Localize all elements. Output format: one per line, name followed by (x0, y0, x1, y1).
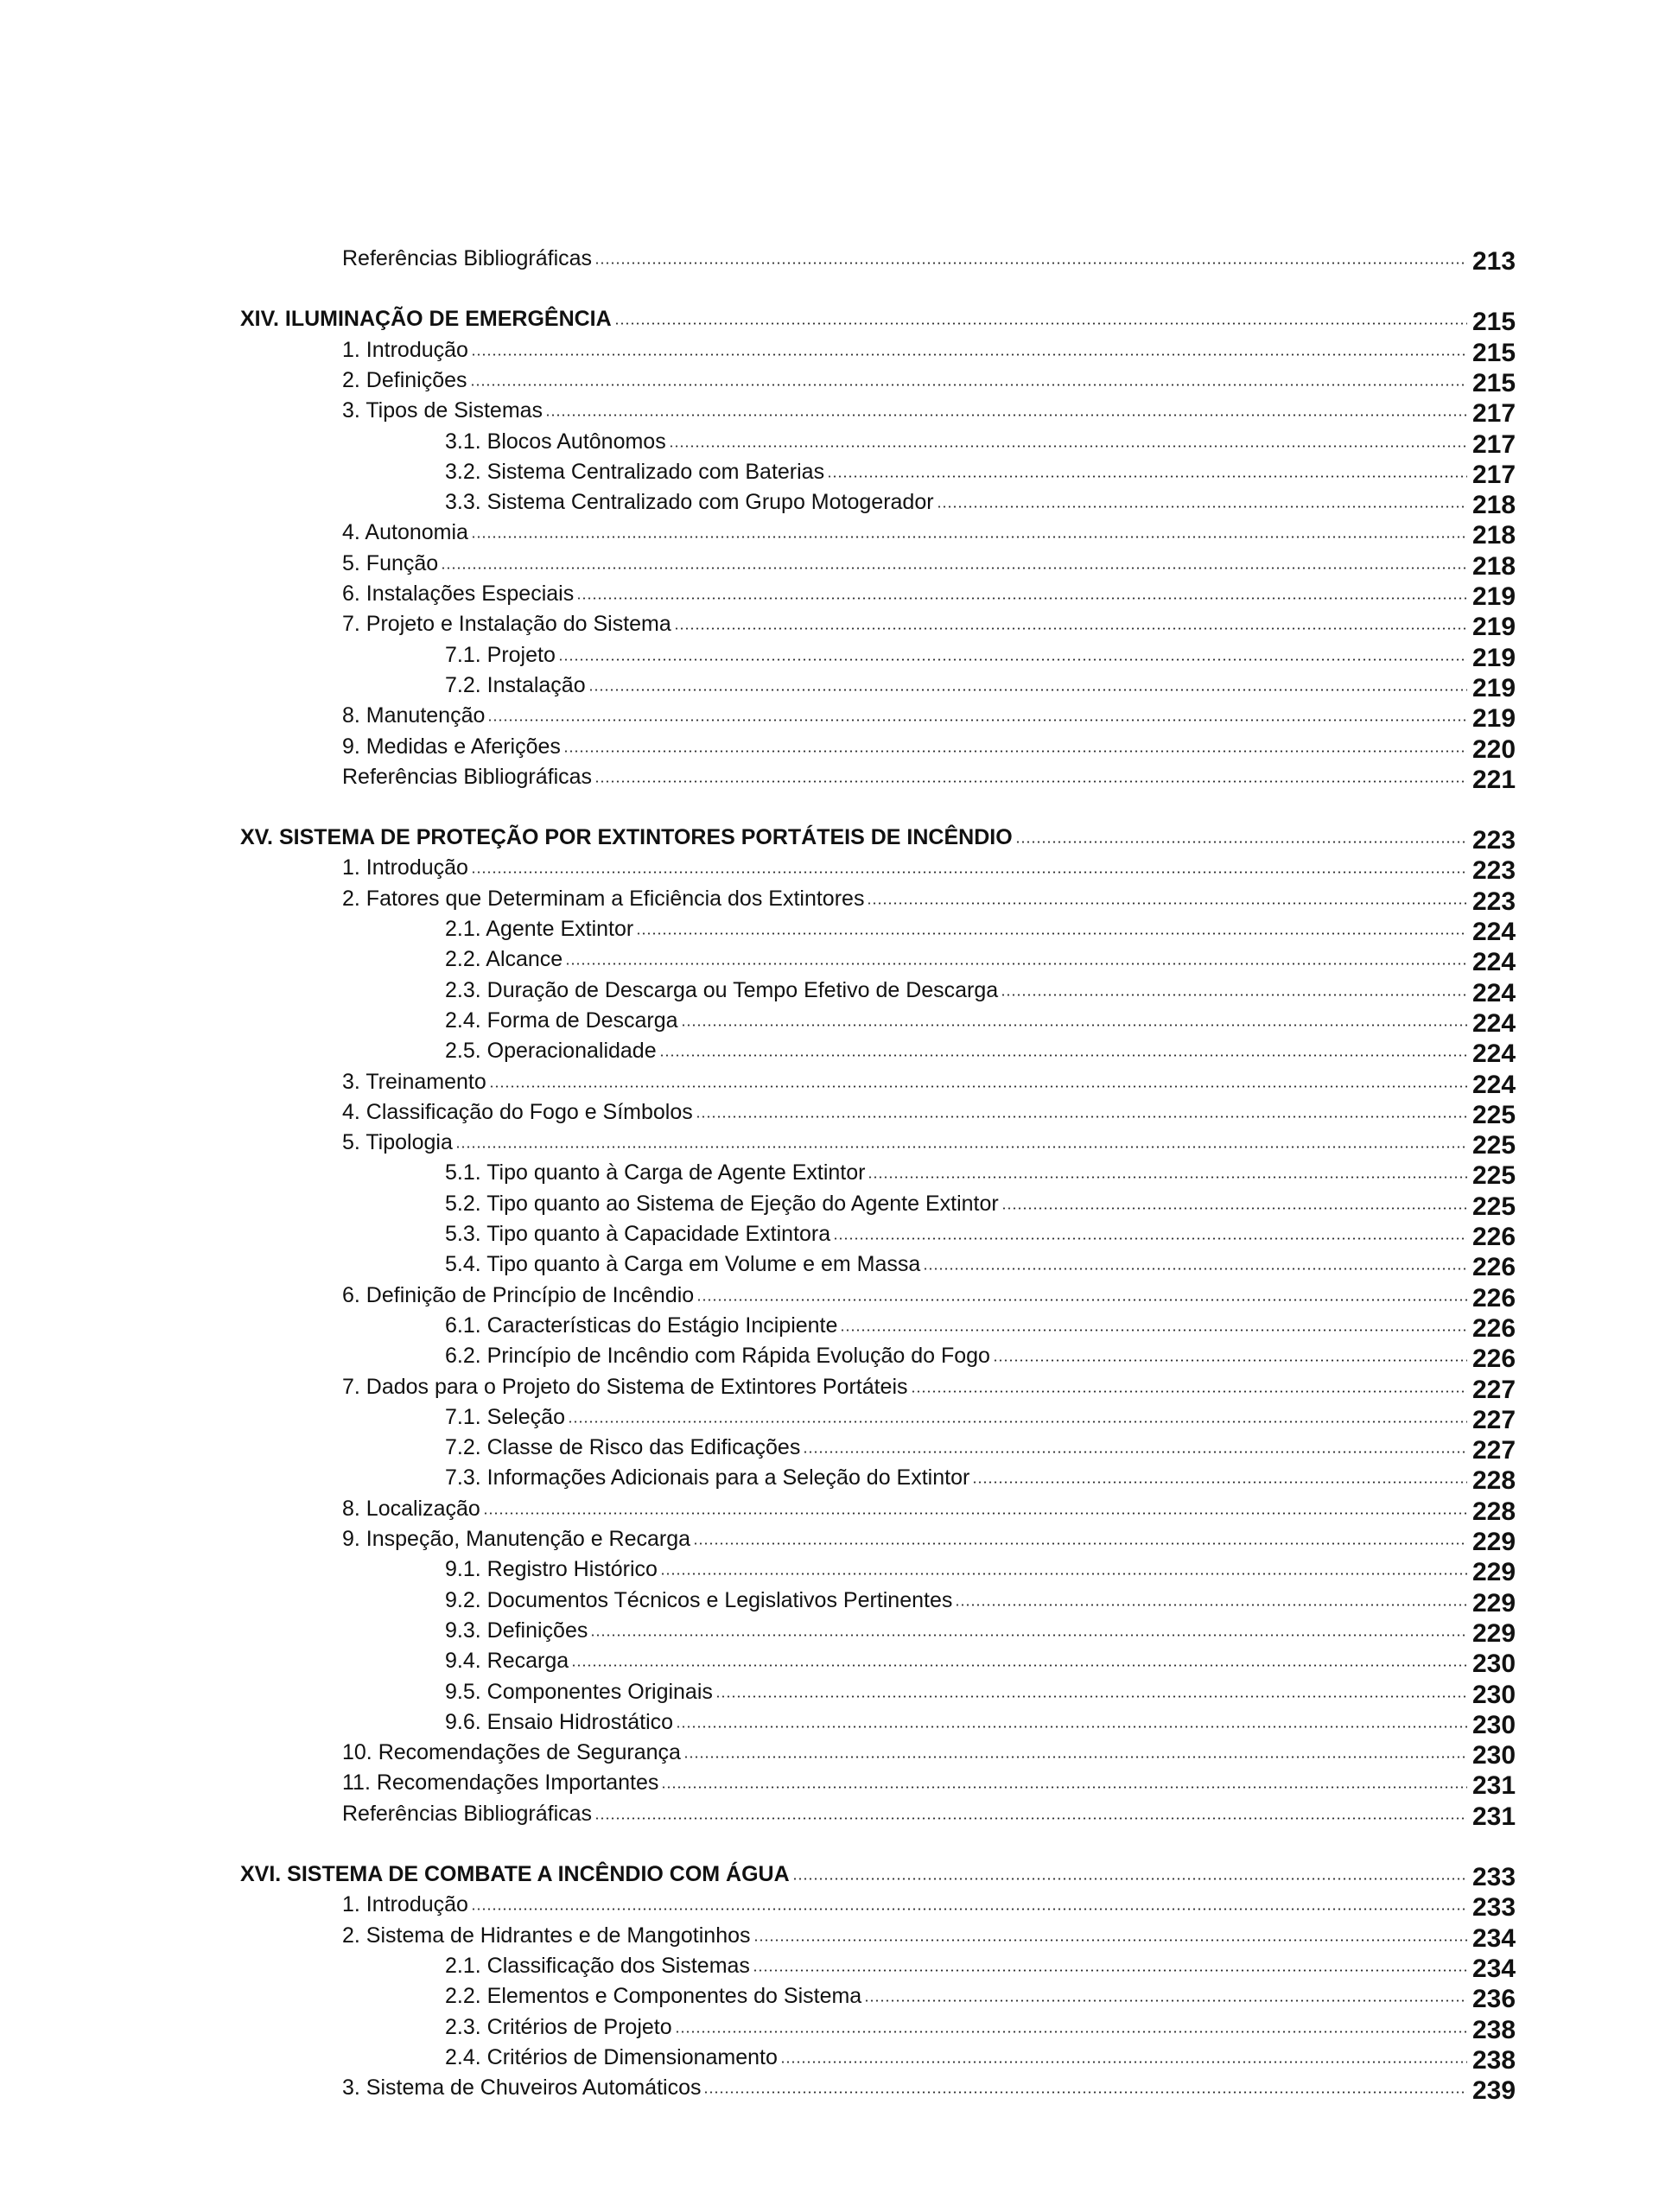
dot-leader (993, 1359, 1467, 1362)
toc-entry (445, 1217, 1521, 1251)
toc-chapter-heading (240, 302, 1521, 337)
toc-entry-label: Referências Bibliográficas (342, 764, 593, 789)
toc-page-number: 226 (1472, 1344, 1516, 1374)
toc-entry-label: 2.4. Forma de Descarga (445, 1007, 678, 1033)
toc-entry (445, 1949, 1521, 1983)
toc-entry-label: 9.3. Definições (445, 1618, 588, 1643)
toc-entry (445, 1156, 1521, 1191)
toc-entry-label: 6. Definição de Princípio de Incêndio (342, 1282, 695, 1307)
toc-entry (342, 1736, 1521, 1770)
dot-leader (471, 536, 1467, 538)
toc-entry (342, 1279, 1521, 1313)
toc-entry (445, 486, 1521, 520)
toc-entry-label: 2.3. Critérios de Projeto (445, 2014, 672, 2039)
toc-page-number: 215 (1472, 308, 1516, 337)
toc-entry (445, 2011, 1521, 2044)
toc-chapter-heading (240, 1858, 1521, 1891)
toc-entry (445, 669, 1521, 702)
toc-entry-label: 3.3. Sistema Centralizado com Grupo Motogerador (445, 490, 934, 515)
toc-entry-label: 2.5. Operacionalidade (445, 1039, 657, 1064)
dot-leader (867, 902, 1467, 905)
toc-page-number: 229 (1472, 1558, 1516, 1587)
toc-entry-label: 2. Sistema de Hidrantes e de Mangotinhos (342, 1923, 751, 1948)
toc-page-number: 213 (1472, 247, 1516, 276)
toc-page-number: 225 (1472, 1192, 1516, 1221)
toc-page-number: 224 (1472, 948, 1516, 977)
toc-page-number: 230 (1472, 1710, 1516, 1739)
toc-page-number: 226 (1472, 1283, 1516, 1313)
toc-page-number: 219 (1472, 704, 1516, 734)
toc-entry (342, 2071, 1521, 2106)
toc-entry-label: 9.2. Documentos Técnicos e Legislativos Pertinentes (445, 1587, 953, 1612)
dot-leader (487, 719, 1467, 721)
toc-page-number: 230 (1472, 1649, 1516, 1679)
toc-page-number: 234 (1472, 1923, 1516, 1953)
dot-leader (594, 780, 1467, 783)
dot-leader (568, 1421, 1467, 1423)
toc-entry (342, 1797, 1521, 1831)
toc-entry (342, 1126, 1521, 1160)
toc-entry (342, 334, 1521, 367)
toc-page-number: 217 (1472, 429, 1516, 459)
toc-page-number: 218 (1472, 521, 1516, 550)
toc-entry-label: 7.3. Informações Adicionais para a Seleção do Extintor (445, 1465, 970, 1491)
toc-entry-label: 6. Instalações Especiais (342, 582, 575, 606)
toc-page-number: 224 (1472, 1070, 1516, 1099)
toc-page-number: 229 (1472, 1618, 1516, 1648)
toc-entry (342, 1065, 1521, 1099)
dot-leader (659, 1054, 1467, 1057)
toc-entry-label: XIV. ILUMINAÇÃO DE EMERGÊNCIA (240, 307, 612, 332)
toc-entry-label: 5.2. Tipo quanto ao Sistema de Ejeção do Agente Extintor (445, 1191, 999, 1216)
toc-page-number: 227 (1472, 1436, 1516, 1465)
dot-leader (792, 1878, 1467, 1880)
dot-leader (937, 505, 1467, 508)
dot-leader (1001, 994, 1467, 996)
toc-entry-label: XV. SISTEMA DE PROTEÇÃO POR EXTINTORES PORTÁTEIS DE INCÊNDIO (240, 825, 1013, 850)
dot-leader (588, 689, 1467, 691)
dot-leader (1001, 1207, 1467, 1210)
toc-page-number: 238 (1472, 2045, 1516, 2075)
toc-entry-label: 2. Fatores que Determinam a Eficiência dos Extintores (342, 886, 865, 911)
toc-entry-label: 2.2. Alcance (445, 947, 563, 972)
toc-entry-label: 2.2. Elementos e Componentes do Sistema (445, 1984, 862, 2009)
toc-entry (445, 1461, 1521, 1496)
toc-page-number: 218 (1472, 491, 1516, 520)
toc-entry-label: 3. Sistema de Chuveiros Automáticos (342, 2075, 702, 2101)
toc-entry (342, 1766, 1521, 1801)
toc-entry-label: 11. Recomendações Importantes (342, 1770, 659, 1796)
toc-entry (445, 1401, 1521, 1434)
dot-leader (840, 1329, 1467, 1332)
toc-page-number: 224 (1472, 1008, 1516, 1038)
toc-entry (342, 577, 1521, 611)
toc-entry (342, 1888, 1521, 1923)
toc-page-number: 224 (1472, 1039, 1516, 1069)
toc-entry-label: 5. Tipologia (342, 1130, 453, 1155)
toc-entry-label: 6.2. Princípio de Incêndio com Rápida Evolução do Fogo (445, 1344, 990, 1369)
dot-leader (868, 1176, 1467, 1179)
dot-leader (864, 1999, 1467, 2002)
toc-page-number: 220 (1472, 734, 1516, 764)
toc-page-number: 224 (1472, 978, 1516, 1007)
toc-entry (445, 1339, 1521, 1374)
toc-page-number: 219 (1472, 582, 1516, 611)
toc-page-number: 233 (1472, 1893, 1516, 1923)
toc-entry-label: 7. Dados para o Projeto do Sistema de Extintores Portáteis (342, 1374, 908, 1399)
dot-leader (489, 1085, 1467, 1088)
toc-page-number: 225 (1472, 1161, 1516, 1191)
toc-entry-label: 10. Recomendações de Segurança (342, 1740, 681, 1765)
toc-page-number: 231 (1472, 1802, 1516, 1831)
toc-entry-label: 2.1. Classificação dos Sistemas (445, 1953, 750, 1978)
toc-entry-label: 9.5. Componentes Originais (445, 1679, 713, 1704)
toc-entry (445, 455, 1521, 489)
toc-page-number: 219 (1472, 673, 1516, 702)
toc-entry-label: 1. Introdução (342, 855, 468, 880)
toc-entry (445, 1309, 1521, 1343)
toc-entry (445, 912, 1521, 946)
toc-page-number: 215 (1472, 368, 1516, 397)
toc-page-number: 231 (1472, 1771, 1516, 1801)
toc-entry-label: 9. Inspeção, Manutenção e Recarga (342, 1527, 691, 1551)
toc-entry-label: 8. Localização (342, 1496, 480, 1521)
dot-leader (753, 1939, 1468, 1942)
toc-entry (445, 2041, 1521, 2075)
dot-leader (576, 597, 1467, 600)
toc-entry (342, 1096, 1521, 1129)
toc-entry-label: Referências Bibliográficas (342, 1801, 593, 1826)
toc-chapter-heading (240, 821, 1521, 855)
toc-entry-label: 5.3. Tipo quanto à Capacidade Extintora (445, 1222, 831, 1246)
dot-leader (471, 1908, 1467, 1910)
toc-entry-label: 3.2. Sistema Centralizado com Baterias (445, 459, 825, 484)
toc-entry-label: 3. Treinamento (342, 1069, 486, 1094)
toc-page-number: 225 (1472, 1100, 1516, 1129)
toc-page-number: 217 (1472, 399, 1516, 429)
toc-page-number: 230 (1472, 1741, 1516, 1770)
toc-entry-label: 3.1. Blocos Autônomos (445, 429, 666, 454)
dot-leader (715, 1695, 1467, 1698)
toc-entry-label: 9.1. Registro Histórico (445, 1557, 658, 1582)
toc-entry (342, 1919, 1521, 1953)
toc-entry-label: XVI. SISTEMA DE COMBATE A INCÊNDIO COM ÁGUA (240, 1862, 790, 1886)
dot-leader (681, 1024, 1467, 1027)
toc-entry-label: 2.1. Agente Extintor (445, 917, 634, 941)
toc-page-number: 234 (1472, 1954, 1516, 1983)
toc-entry (342, 1492, 1521, 1526)
toc-entry (342, 851, 1521, 886)
dot-leader (780, 2061, 1467, 2063)
toc-entry (342, 882, 1521, 916)
toc-entry-label: 7.1. Projeto (445, 642, 556, 667)
toc-entry-label: 2. Definições (342, 367, 467, 392)
toc-entry-label: 7.2. Instalação (445, 672, 586, 697)
toc-page-number: 225 (1472, 1131, 1516, 1160)
toc-entry-label: 9. Medidas e Aferições (342, 734, 561, 759)
toc-entry-label: 5. Função (342, 550, 439, 575)
toc-page-number: 218 (1472, 551, 1516, 581)
dot-leader (972, 1481, 1467, 1484)
toc-entry-label: 7.1. Seleção (445, 1404, 565, 1429)
dot-leader (563, 750, 1467, 753)
toc-page-number: 226 (1472, 1223, 1516, 1251)
dot-leader (455, 1146, 1467, 1148)
toc-entry-label: 2.3. Duração de Descarga ou Tempo Efetivo de Descarga (445, 977, 999, 1002)
toc-entry-label: Referências Bibliográficas (342, 246, 593, 270)
toc-entry-label: 9.4. Recarga (445, 1649, 569, 1674)
dot-leader (696, 1116, 1467, 1118)
toc-entry (445, 425, 1521, 459)
toc-page-number: 236 (1472, 1985, 1516, 2014)
toc-entry (445, 1706, 1521, 1739)
dot-leader (803, 1451, 1467, 1453)
dot-leader (594, 262, 1467, 264)
dot-leader (703, 2091, 1467, 2094)
dot-leader (676, 1726, 1467, 1728)
dot-leader (471, 871, 1467, 874)
toc-page-number: 228 (1472, 1466, 1516, 1496)
dot-leader (683, 1756, 1467, 1758)
dot-leader (594, 1817, 1467, 1820)
toc-entry-label: 6.1. Características do Estágio Incipiente (445, 1313, 838, 1338)
toc-entry-label: 4. Autonomia (342, 520, 468, 545)
toc-page-number: 219 (1472, 613, 1516, 642)
dot-leader (923, 1268, 1467, 1270)
dot-leader (636, 932, 1467, 935)
toc-entry (445, 1034, 1521, 1069)
toc-entry-label: 2.4. Critérios de Dimensionamento (445, 2044, 778, 2069)
dot-leader (696, 1299, 1467, 1301)
toc-page-number: 227 (1472, 1375, 1516, 1404)
dot-leader (483, 1512, 1467, 1515)
toc-page-number: 223 (1472, 856, 1516, 886)
dot-leader (827, 475, 1467, 478)
toc-entry (445, 1004, 1521, 1038)
toc-entry (342, 607, 1521, 642)
toc-entry (342, 1370, 1521, 1404)
toc-entry-label: 7.2. Classe de Risco das Edificações (445, 1435, 801, 1460)
toc-page-number: 224 (1472, 918, 1516, 946)
dot-leader (674, 627, 1467, 630)
toc-entry (342, 242, 1521, 276)
toc-page-number: 238 (1472, 2015, 1516, 2044)
toc-entry (342, 699, 1521, 734)
toc-entry (342, 760, 1521, 794)
toc-entry-label: 9.6. Ensaio Hidrostático (445, 1709, 674, 1734)
dot-leader (661, 1786, 1467, 1789)
toc-entry (445, 943, 1521, 977)
dot-leader (441, 567, 1467, 569)
toc-entry-label: 8. Manutenção (342, 703, 486, 728)
dot-leader (545, 414, 1467, 416)
dot-leader (955, 1604, 1467, 1606)
toc-entry-label: 1. Introdução (342, 337, 468, 362)
toc-page-number: 217 (1472, 460, 1516, 489)
toc-entry (342, 1522, 1521, 1556)
toc-page-number: 219 (1472, 643, 1516, 672)
toc-page-number: 229 (1472, 1528, 1516, 1556)
dot-leader (753, 1969, 1467, 1972)
toc-entry (342, 730, 1521, 764)
dot-leader (833, 1237, 1467, 1240)
toc-page-number: 228 (1472, 1497, 1516, 1526)
toc-entry-label: 5.4. Tipo quanto à Carga em Volume e em Massa (445, 1252, 921, 1277)
toc-entry (445, 1187, 1521, 1221)
toc-entry (445, 1675, 1521, 1709)
toc-page-number: 223 (1472, 887, 1516, 916)
toc-page-number: 229 (1472, 1588, 1516, 1618)
toc-entry (342, 364, 1521, 397)
toc-entry-label: 7. Projeto e Instalação do Sistema (342, 612, 671, 637)
toc-entry (445, 639, 1521, 672)
toc-entry (445, 1614, 1521, 1648)
toc-entry (342, 516, 1521, 550)
toc-entry (445, 974, 1521, 1007)
toc-page-number: 227 (1472, 1405, 1516, 1434)
dot-leader (590, 1634, 1467, 1637)
dot-leader (660, 1573, 1467, 1575)
toc-page-number: 226 (1472, 1313, 1516, 1343)
toc-page-number: 215 (1472, 338, 1516, 367)
toc-entry (342, 394, 1521, 429)
dot-leader (470, 384, 1467, 386)
toc-page-number: 233 (1472, 1863, 1516, 1891)
toc-entry (445, 1248, 1521, 1282)
dot-leader (558, 658, 1467, 661)
toc-entry (445, 1980, 1521, 2014)
toc-entry (445, 1431, 1521, 1465)
dot-leader (614, 322, 1467, 325)
toc-page-number: 221 (1472, 765, 1516, 794)
dot-leader (693, 1542, 1467, 1545)
toc-page-number: 239 (1472, 2076, 1516, 2106)
toc-page-number: 226 (1472, 1253, 1516, 1282)
toc-entry-label: 4. Classificação do Fogo e Símbolos (342, 1099, 693, 1124)
toc-entry (445, 1553, 1521, 1587)
toc-entry-label: 1. Introdução (342, 1892, 468, 1917)
dot-leader (669, 445, 1467, 448)
toc-entry (445, 1644, 1521, 1679)
dot-leader (911, 1390, 1467, 1393)
toc-entry (342, 547, 1521, 581)
dot-leader (675, 2031, 1467, 2033)
toc-entry-label: 5.1. Tipo quanto à Carga de Agente Extintor (445, 1160, 866, 1185)
dot-leader (1015, 841, 1467, 843)
dot-leader (471, 353, 1467, 356)
dot-leader (565, 963, 1467, 965)
toc-entry (445, 1584, 1521, 1618)
toc-page-number: 223 (1472, 826, 1516, 855)
dot-leader (571, 1664, 1467, 1667)
toc-entry-label: 3. Tipos de Sistemas (342, 398, 543, 423)
toc-page-number: 230 (1472, 1680, 1516, 1709)
